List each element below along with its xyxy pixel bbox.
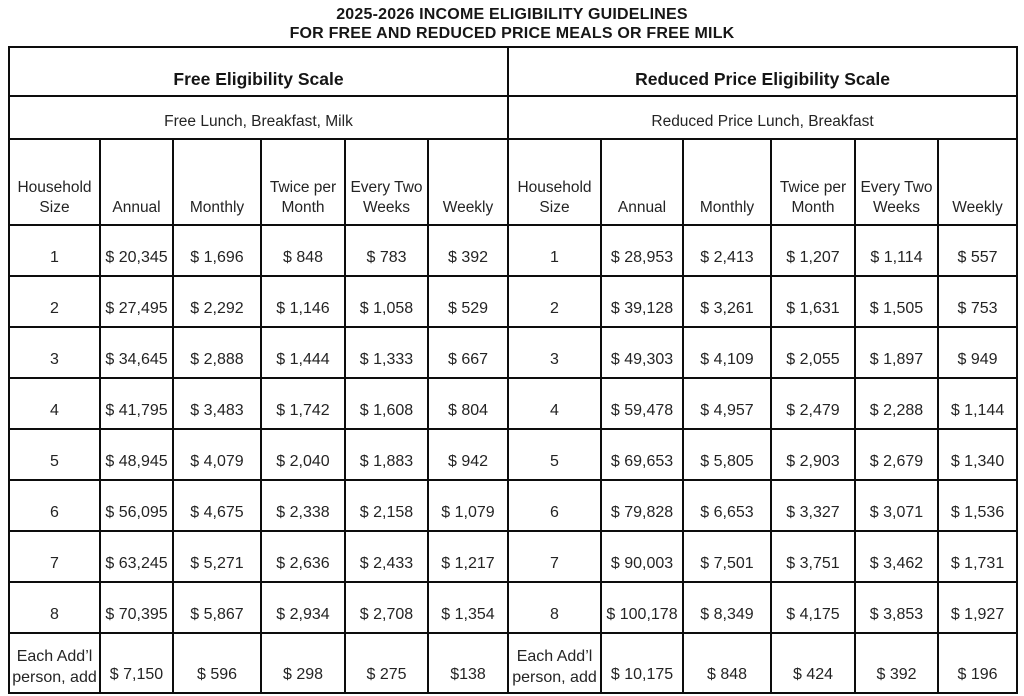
free-column-header-3: Twice per Month [261, 139, 345, 225]
amount-cell: $ 1,696 [173, 225, 261, 276]
amount-cell: $ 1,608 [345, 378, 428, 429]
amount-cell: $ 2,636 [261, 531, 345, 582]
amount-cell: $ 90,003 [601, 531, 683, 582]
amount-cell: $ 753 [938, 276, 1017, 327]
amount-cell: $ 3,261 [683, 276, 771, 327]
income-eligibility-table [8, 46, 1018, 694]
amount-cell: $ 298 [261, 633, 345, 693]
reduced-scale-title: Reduced Price Eligibility Scale [508, 47, 1017, 96]
amount-cell: $ 392 [855, 633, 938, 693]
amount-cell: $ 1,058 [345, 276, 428, 327]
amount-cell: $ 196 [938, 633, 1017, 693]
amount-cell: $ 69,653 [601, 429, 683, 480]
amount-cell: $ 6,653 [683, 480, 771, 531]
amount-cell: $ 2,934 [261, 582, 345, 633]
reduced-column-header-5: Weekly [938, 139, 1017, 225]
amount-cell: $ 275 [345, 633, 428, 693]
amount-cell: $ 2,158 [345, 480, 428, 531]
table-row [9, 276, 1017, 327]
amount-cell: $ 56,095 [100, 480, 173, 531]
amount-cell: $ 1,354 [428, 582, 508, 633]
household-size-cell: Each Add’l person, add [9, 633, 100, 693]
household-size-cell: 6 [9, 480, 100, 531]
amount-cell: $ 1,079 [428, 480, 508, 531]
household-size-cell: 4 [508, 378, 601, 429]
household-size-cell: 7 [508, 531, 601, 582]
amount-cell: $ 2,288 [855, 378, 938, 429]
amount-cell: $ 100,178 [601, 582, 683, 633]
household-size-cell: Each Add’l person, add [508, 633, 601, 693]
amount-cell: $ 2,055 [771, 327, 855, 378]
amount-cell: $ 2,888 [173, 327, 261, 378]
amount-cell: $ 2,292 [173, 276, 261, 327]
free-column-header-0: Household Size [9, 139, 100, 225]
amount-cell: $ 1,536 [938, 480, 1017, 531]
amount-cell: $ 4,079 [173, 429, 261, 480]
scale-subtitle-row [9, 96, 1017, 139]
household-size-cell: 5 [9, 429, 100, 480]
amount-cell: $ 5,867 [173, 582, 261, 633]
amount-cell: $ 2,338 [261, 480, 345, 531]
reduced-column-header-4: Every Two Weeks [855, 139, 938, 225]
amount-cell: $ 557 [938, 225, 1017, 276]
amount-cell: $ 4,109 [683, 327, 771, 378]
household-size-cell: 8 [508, 582, 601, 633]
household-size-cell: 4 [9, 378, 100, 429]
household-size-cell: 5 [508, 429, 601, 480]
amount-cell: $ 8,349 [683, 582, 771, 633]
amount-cell: $ 1,114 [855, 225, 938, 276]
table-body [9, 225, 1017, 693]
amount-cell: $ 4,675 [173, 480, 261, 531]
title-line-2: FOR FREE AND REDUCED PRICE MEALS OR FREE MILK [289, 25, 735, 42]
amount-cell: $ 2,479 [771, 378, 855, 429]
amount-cell: $ 7,150 [100, 633, 173, 693]
amount-cell: $ 667 [428, 327, 508, 378]
table-row [9, 429, 1017, 480]
amount-cell: $ 1,146 [261, 276, 345, 327]
amount-cell: $ 5,805 [683, 429, 771, 480]
amount-cell: $ 28,953 [601, 225, 683, 276]
amount-cell: $ 5,271 [173, 531, 261, 582]
amount-cell: $ 804 [428, 378, 508, 429]
household-size-cell: 3 [508, 327, 601, 378]
scale-title-row [9, 47, 1017, 96]
amount-cell: $ 1,883 [345, 429, 428, 480]
free-column-header-1: Annual [100, 139, 173, 225]
amount-cell: $ 1,631 [771, 276, 855, 327]
free-column-header-2: Monthly [173, 139, 261, 225]
household-size-cell: 2 [9, 276, 100, 327]
amount-cell: $ 2,679 [855, 429, 938, 480]
amount-cell: $ 1,444 [261, 327, 345, 378]
amount-cell: $ 1,340 [938, 429, 1017, 480]
free-column-header-5: Weekly [428, 139, 508, 225]
amount-cell: $ 70,395 [100, 582, 173, 633]
amount-cell: $ 1,333 [345, 327, 428, 378]
column-header-row [9, 139, 1017, 225]
reduced-column-header-0: Household Size [508, 139, 601, 225]
table-row [9, 327, 1017, 378]
household-size-cell: 6 [508, 480, 601, 531]
amount-cell: $ 596 [173, 633, 261, 693]
amount-cell: $ 2,040 [261, 429, 345, 480]
amount-cell: $ 949 [938, 327, 1017, 378]
amount-cell: $ 34,645 [100, 327, 173, 378]
amount-cell: $ 63,245 [100, 531, 173, 582]
amount-cell: $ 49,303 [601, 327, 683, 378]
amount-cell: $ 392 [428, 225, 508, 276]
table-row [9, 480, 1017, 531]
title-line-1: 2025-2026 INCOME ELIGIBILITY GUIDELINES [336, 6, 688, 23]
reduced-column-header-3: Twice per Month [771, 139, 855, 225]
amount-cell: $ 27,495 [100, 276, 173, 327]
amount-cell: $ 1,742 [261, 378, 345, 429]
amount-cell: $ 20,345 [100, 225, 173, 276]
table-row [9, 633, 1017, 693]
amount-cell: $ 942 [428, 429, 508, 480]
amount-cell: $ 2,433 [345, 531, 428, 582]
free-subtitle: Free Lunch, Breakfast, Milk [9, 96, 508, 139]
household-size-cell: 1 [508, 225, 601, 276]
table-row [9, 378, 1017, 429]
amount-cell: $ 1,731 [938, 531, 1017, 582]
reduced-column-header-1: Annual [601, 139, 683, 225]
amount-cell: $ 1,217 [428, 531, 508, 582]
amount-cell: $ 2,413 [683, 225, 771, 276]
household-size-cell: 7 [9, 531, 100, 582]
amount-cell: $ 3,462 [855, 531, 938, 582]
amount-cell: $ 7,501 [683, 531, 771, 582]
amount-cell: $ 1,927 [938, 582, 1017, 633]
table-row [9, 225, 1017, 276]
free-column-header-4: Every Two Weeks [345, 139, 428, 225]
amount-cell: $138 [428, 633, 508, 693]
household-size-cell: 1 [9, 225, 100, 276]
amount-cell: $ 3,483 [173, 378, 261, 429]
household-size-cell: 2 [508, 276, 601, 327]
amount-cell: $ 41,795 [100, 378, 173, 429]
amount-cell: $ 529 [428, 276, 508, 327]
reduced-column-header-2: Monthly [683, 139, 771, 225]
amount-cell: $ 848 [261, 225, 345, 276]
amount-cell: $ 79,828 [601, 480, 683, 531]
amount-cell: $ 2,708 [345, 582, 428, 633]
amount-cell: $ 783 [345, 225, 428, 276]
amount-cell: $ 3,071 [855, 480, 938, 531]
amount-cell: $ 1,505 [855, 276, 938, 327]
household-size-cell: 8 [9, 582, 100, 633]
amount-cell: $ 4,175 [771, 582, 855, 633]
amount-cell: $ 848 [683, 633, 771, 693]
free-scale-title: Free Eligibility Scale [9, 47, 508, 96]
amount-cell: $ 59,478 [601, 378, 683, 429]
table-row [9, 531, 1017, 582]
amount-cell: $ 3,327 [771, 480, 855, 531]
household-size-cell: 3 [9, 327, 100, 378]
amount-cell: $ 3,751 [771, 531, 855, 582]
amount-cell: $ 4,957 [683, 378, 771, 429]
amount-cell: $ 1,897 [855, 327, 938, 378]
amount-cell: $ 48,945 [100, 429, 173, 480]
table-row [9, 582, 1017, 633]
amount-cell: $ 2,903 [771, 429, 855, 480]
amount-cell: $ 424 [771, 633, 855, 693]
amount-cell: $ 3,853 [855, 582, 938, 633]
amount-cell: $ 10,175 [601, 633, 683, 693]
amount-cell: $ 1,207 [771, 225, 855, 276]
reduced-subtitle: Reduced Price Lunch, Breakfast [508, 96, 1017, 139]
amount-cell: $ 1,144 [938, 378, 1017, 429]
document-title [0, 0, 1024, 43]
amount-cell: $ 39,128 [601, 276, 683, 327]
